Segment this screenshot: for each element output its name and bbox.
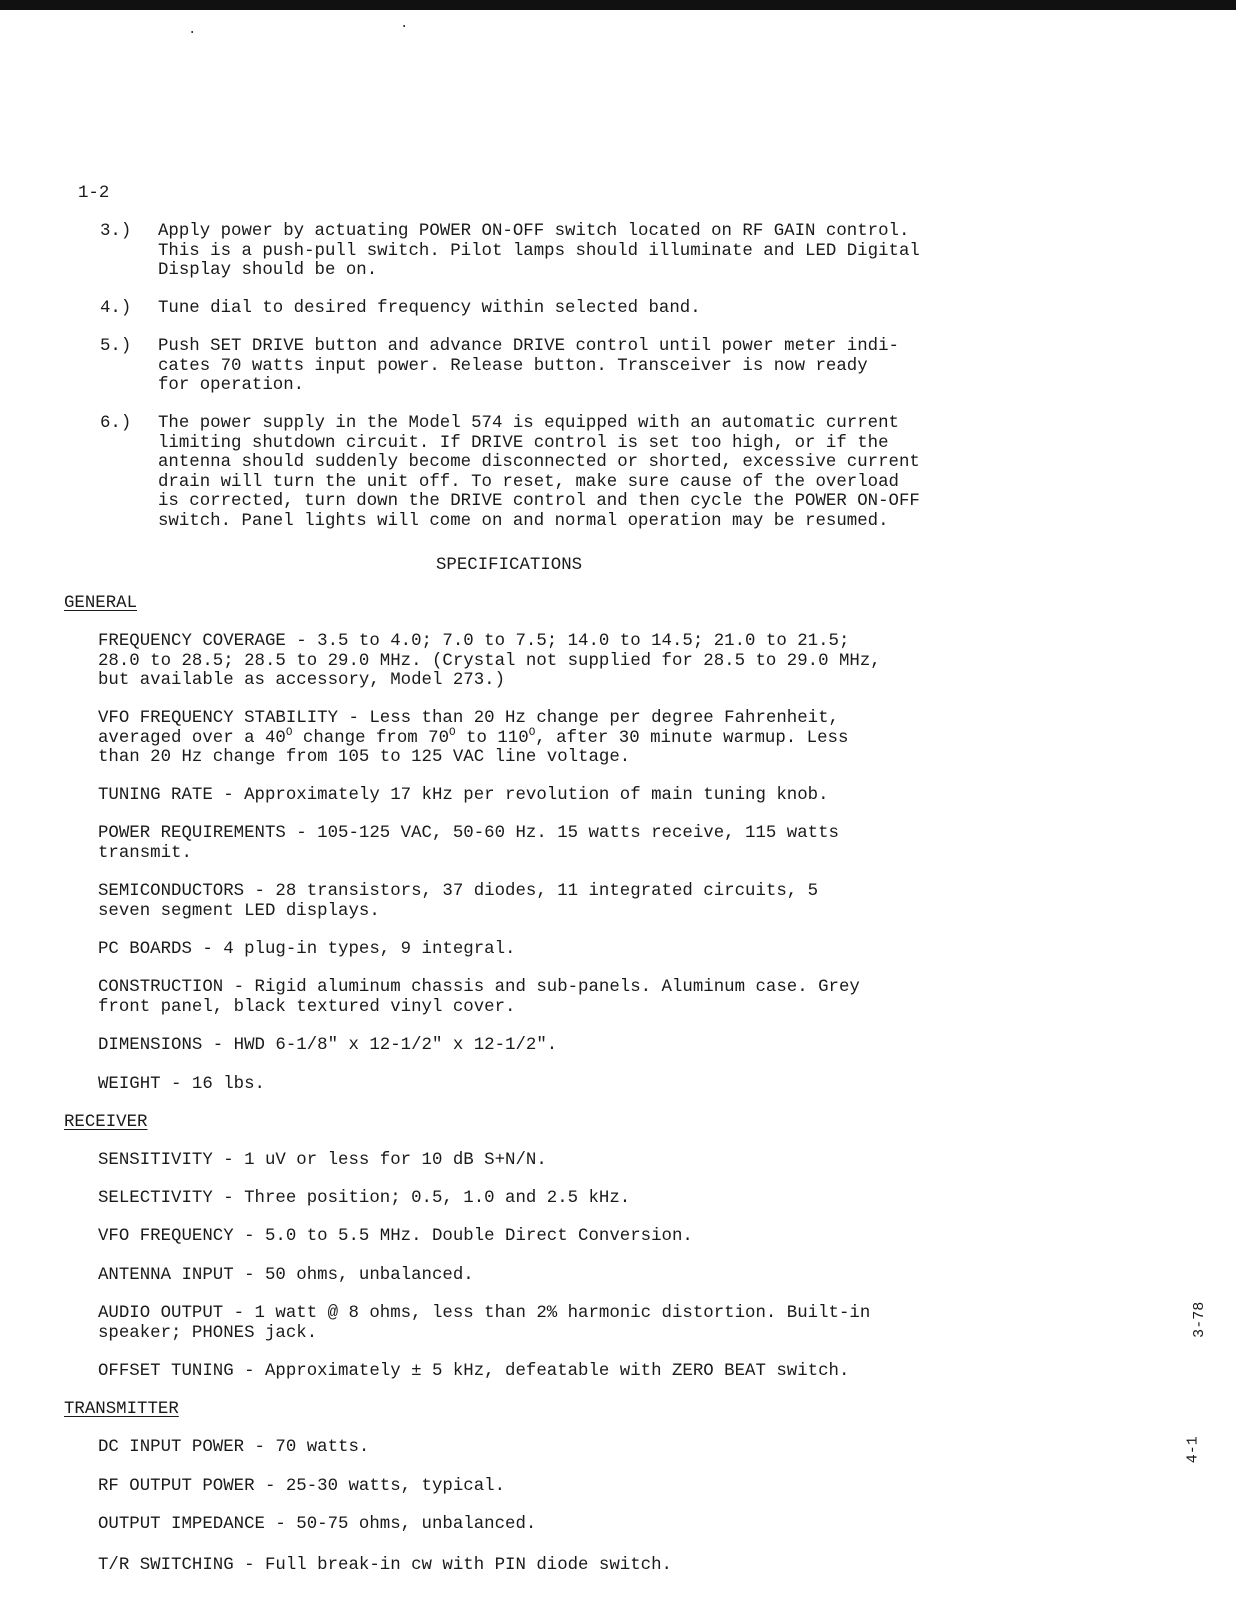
step-text: Apply power by actuating POWER ON-OFF switch located on RF GAIN control. This is a push-pull switch. Pilot lamps should illuminate and LED Digital Display should be on. (158, 222, 920, 281)
margin-page-ref: 4-1 (1184, 1436, 1202, 1464)
step-text: Push SET DRIVE button and advance DRIVE control until power meter indi- cates 70 watts input power. Release button. Transceiver is now ready for operation. (158, 337, 899, 396)
spec-construction: CONSTRUCTION - Rigid aluminum chassis and sub-panels. Aluminum case. Grey front panel, black textured vinyl cover. (98, 978, 860, 1017)
spec-output-impedance: OUTPUT IMPEDANCE - 50-75 ohms, unbalanced. (98, 1515, 537, 1534)
step-number: 6.) (100, 414, 132, 433)
step-text: The power supply in the Model 574 is equipped with an automatic current limiting shutdown circuit. If DRIVE control is set too high, or if the antenna should suddenly become disconnected or shorted, excessive current drain will turn the unit off. To reset, make sure cause of the overload is corrected, turn down the DRIVE control and then cycle the POWER ON-OFF switch. Panel lights will come on and normal operation may be resumed. (158, 414, 920, 531)
degree-mark: O (449, 726, 456, 739)
step-text: Tune dial to desired frequency within selected band. (158, 299, 701, 318)
spec-tuning-rate: TUNING RATE - Approximately 17 kHz per revolution of main tuning knob. (98, 786, 829, 805)
step-item (100, 414, 1030, 532)
spec-sensitivity: SENSITIVITY - 1 uV or less for 10 dB S+N/N. (98, 1151, 547, 1170)
spec-dc-input-power: DC INPUT POWER - 70 watts. (98, 1438, 370, 1457)
spec-semiconductors: SEMICONDUCTORS - 28 transistors, 37 diodes, 11 integrated circuits, 5 seven segment LED displays. (98, 882, 819, 921)
spec-frequency-coverage: FREQUENCY COVERAGE - 3.5 to 4.0; 7.0 to 7.5; 14.0 to 14.5; 21.0 to 21.5; 28.0 to 28.5; 28.5 to 29.0 MHz. (Crystal not supplied for 28.5 to 29.0 MHz, but available as accessory, Model 273.) (98, 632, 881, 691)
spec-audio-output: AUDIO OUTPUT - 1 watt @ 8 ohms, less than 2% harmonic distortion. Built-in speaker; PHONES jack. (98, 1304, 871, 1343)
page-number: 1-2 (78, 184, 110, 203)
specifications-title: SPECIFICATIONS (436, 556, 583, 575)
section-heading-transmitter: TRANSMITTER (64, 1400, 179, 1419)
margin-date: 3-78 (1191, 1301, 1209, 1338)
spec-dimensions: DIMENSIONS - HWD 6-1/8" x 12-1/2" x 12-1/2". (98, 1036, 558, 1055)
step-item (100, 337, 1030, 396)
step-item (100, 222, 1030, 281)
step-number: 3.) (100, 222, 132, 241)
degree-mark: O (285, 726, 293, 739)
scan-speck: · (400, 19, 409, 35)
spec-offset-tuning: OFFSET TUNING - Approximately ± 5 kHz, defeatable with ZERO BEAT switch. (98, 1362, 850, 1381)
step-number: 4.) (100, 299, 132, 318)
spec-selectivity: SELECTIVITY - Three position; 0.5, 1.0 and 2.5 kHz. (98, 1189, 631, 1208)
spec-vfo-frequency: VFO FREQUENCY - 5.0 to 5.5 MHz. Double Direct Conversion. (98, 1227, 693, 1246)
degree-mark: O (528, 726, 536, 739)
scan-top-border (0, 0, 1236, 10)
spec-weight: WEIGHT - 16 lbs. (98, 1075, 265, 1094)
step-number: 5.) (100, 337, 132, 356)
spec-power-requirements: POWER REQUIREMENTS - 105-125 VAC, 50-60 Hz. 15 watts receive, 115 watts transmit. (98, 824, 839, 863)
section-heading-general: GENERAL (64, 594, 138, 613)
spec-vfo-stability: VFO FREQUENCY STABILITY - Less than 20 Hz change per degree Fahrenheit, averaged over a $40^O$ change from $70^O$ to $110^O$, after 30 minute warmup. Less than 20 Hz change from 105 to 125 VAC line voltage. (98, 709, 849, 768)
spec-tr-switching: T/R SWITCHING - Full break-in cw with PIN diode switch. (98, 1556, 672, 1575)
scan-speck: · (188, 25, 197, 41)
spec-antenna-input: ANTENNA INPUT - 50 ohms, unbalanced. (98, 1266, 474, 1285)
spec-rf-output-power: RF OUTPUT POWER - 25-30 watts, typical. (98, 1477, 506, 1496)
spec-pc-boards: PC BOARDS - 4 plug-in types, 9 integral. (98, 940, 516, 959)
section-heading-receiver: RECEIVER (64, 1113, 148, 1132)
step-item (100, 299, 1030, 319)
